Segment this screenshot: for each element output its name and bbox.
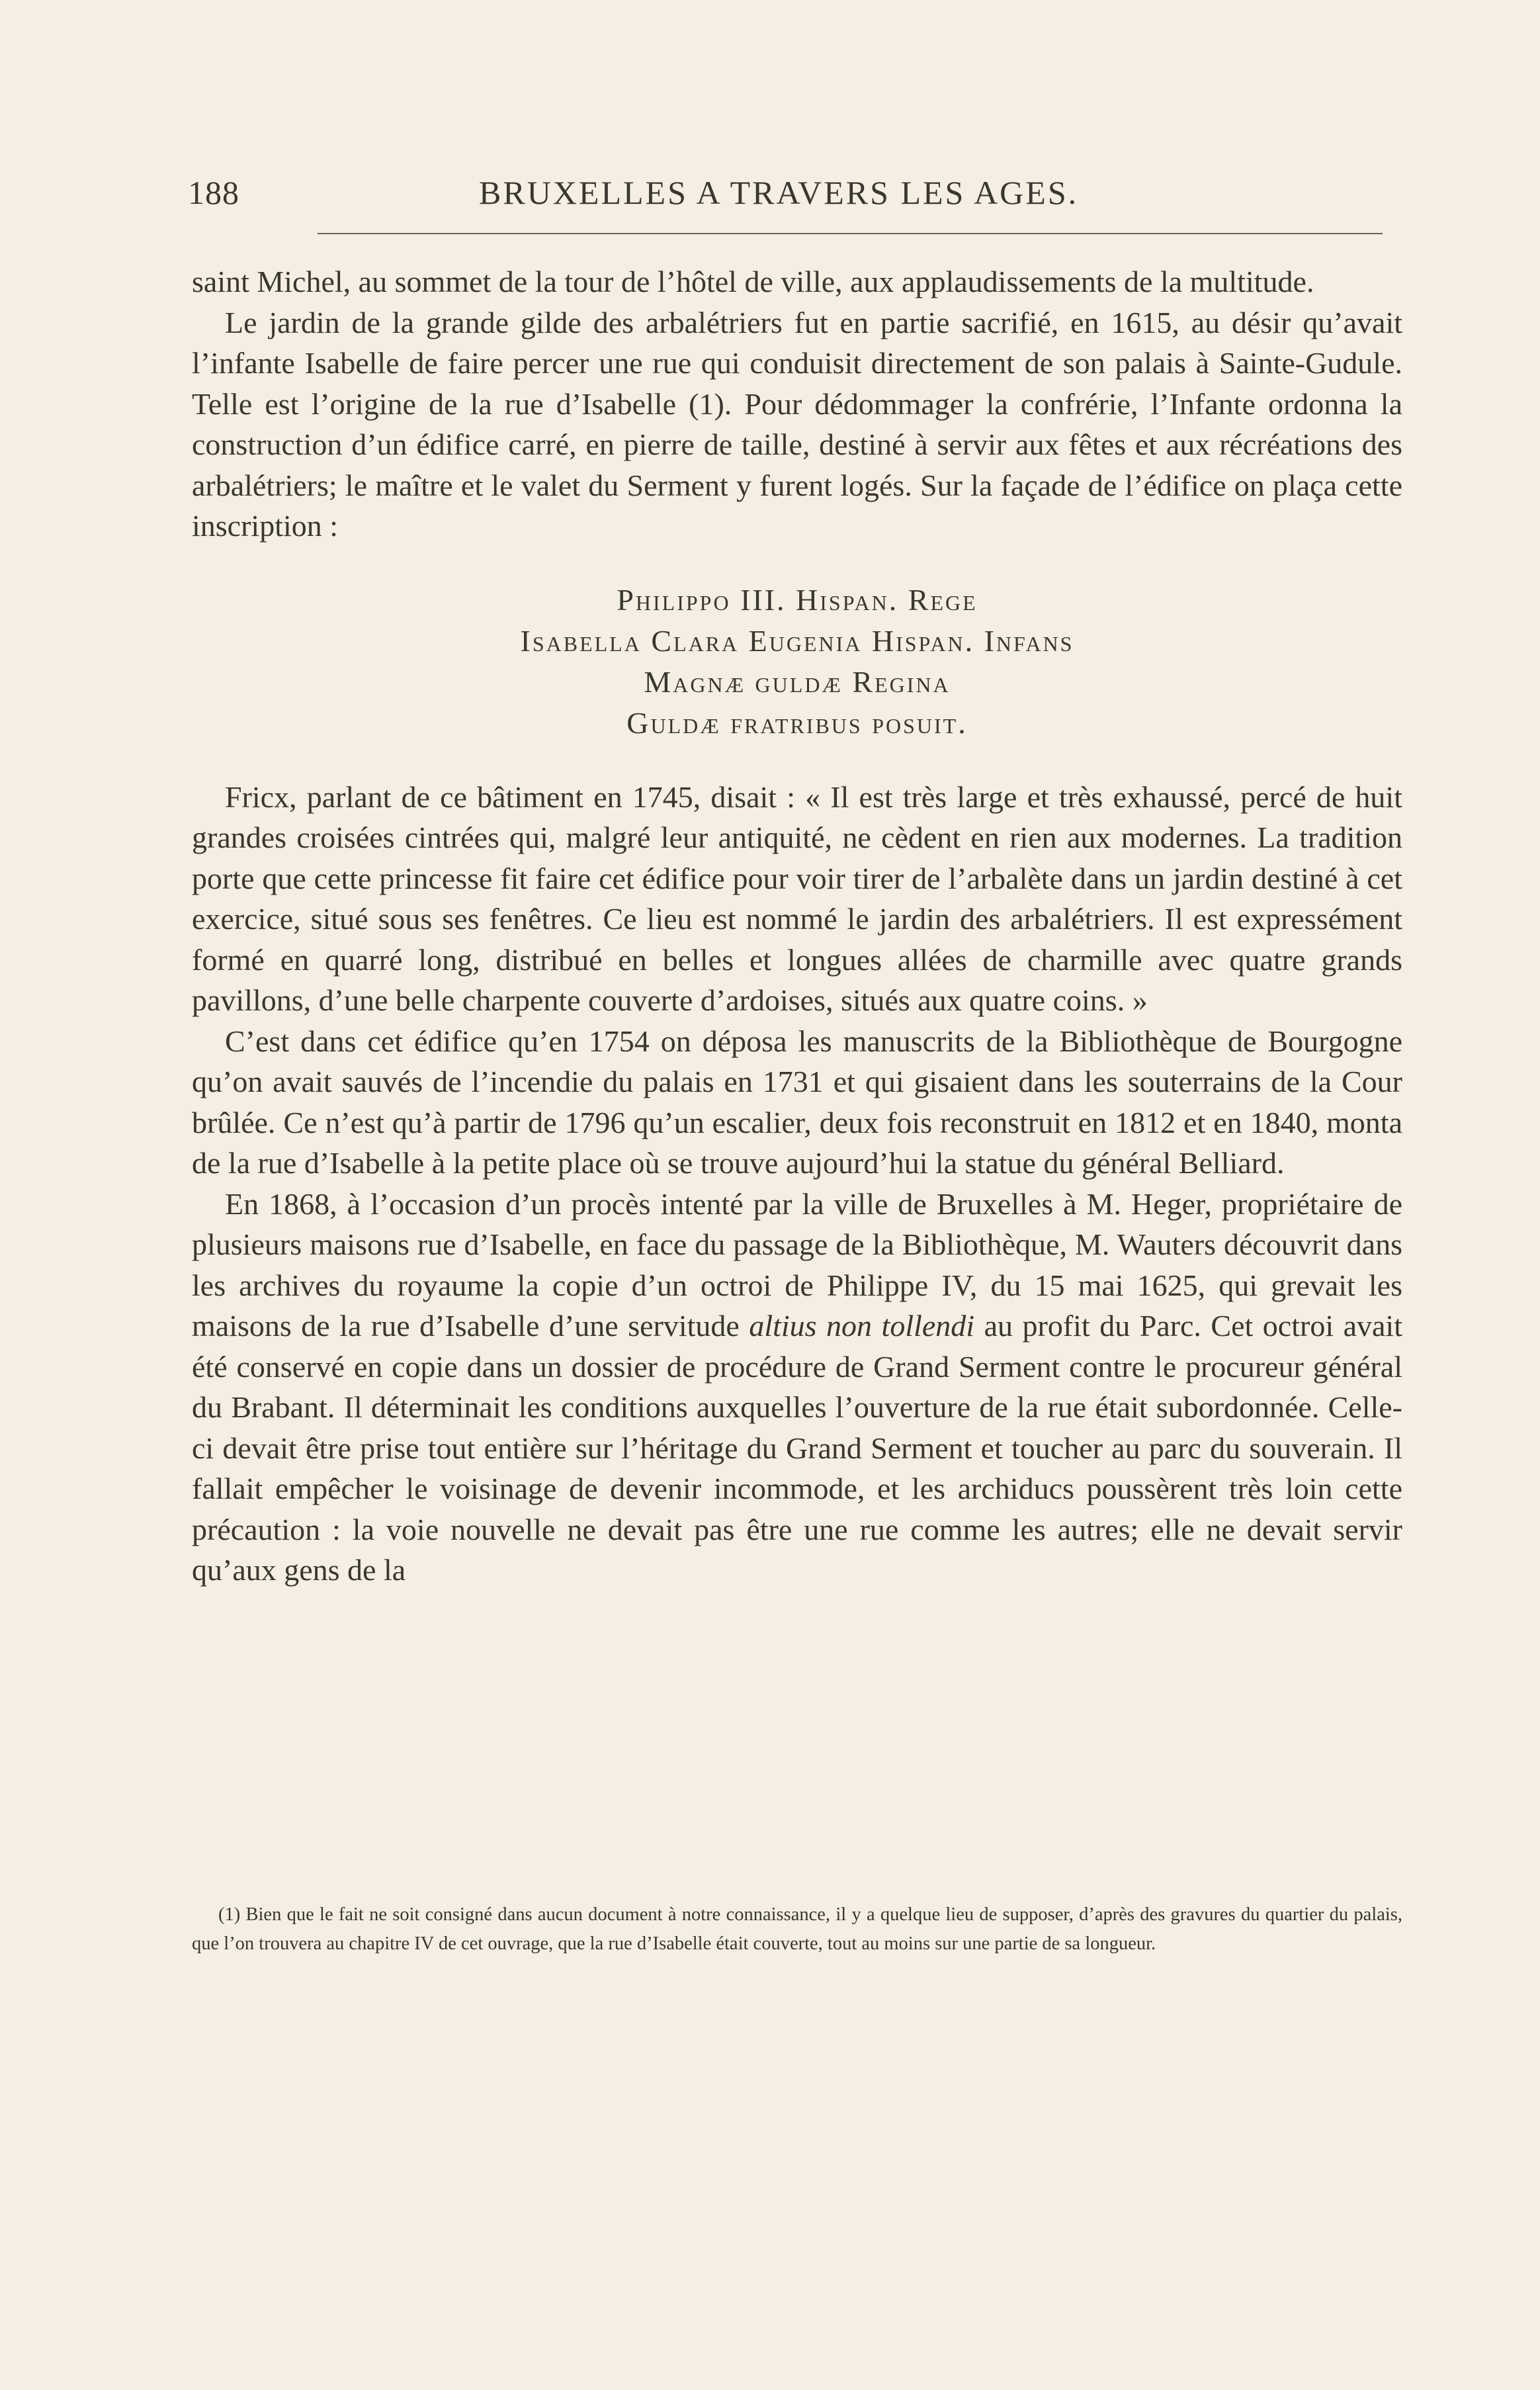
running-head bbox=[188, 173, 1385, 226]
paragraph-2: Le jardin de la grande gilde des arbalétriers fut en partie sacrifié, en 1615, au désir qu’avait l’infante Isabelle de faire percer une rue qui conduisit directement de son palais à Sainte-Gudule. Telle est l’origine de la rue d’Isabelle (1). Pour dédommager la confrérie, l’Infante ordonna la construction d’un édifice carré, en pierre de taille, destiné à servir aux fêtes et aux récréations des arbalétriers; le maître et le valet du Serment y furent logés. Sur la façade de l’édifice on plaça cette inscription : bbox=[192, 305, 1402, 543]
paragraph-1: saint Michel, au sommet de la tour de l’hôtel de ville, aux applaudissements de la multitude. bbox=[192, 265, 1314, 298]
inscription-line-2: Isabella Clara Eugenia Hispan. Infans bbox=[520, 623, 1074, 658]
inscription-line-4: Guldæ fratribus posuit. bbox=[626, 705, 968, 740]
paragraph-3: Fricx, parlant de ce bâtiment en 1745, disait : « Il est très large et très exhaussé, percé de huit grandes croisées cintrées qui, malgré leur antiquité, ne cèdent en rien aux modernes. La tradition porte que cette princesse fit faire cet édifice pour voir tirer de l’arbalète dans un jardin destiné à cet exercice, situé sous ses fenêtres. Ce lieu est nommé le jardin des arbalétriers. Il est expressément formé en quarré long, distribué en belles et longues allées de charmille avec quatre grands pavillons, d’une belle charpente couverte d’ardoises, situés aux quatre coins. » bbox=[192, 779, 1402, 1017]
page-number: 188 bbox=[188, 174, 239, 211]
paragraph-5-start: En 1868, à l’occasion d’un procès intenté par la ville de Bruxelles à M. Heger, propriétaire de plusieurs maisons rue d’Isabelle, en face du passage de la Bibliothèque, M. Wauters découvrit dans les archives du royaume la copie d’un octroi de Philippe IV, du 15 mai 1625, qui grevait les maisons de la rue d’Isabelle d’une servitude bbox=[192, 1186, 1402, 1343]
paragraph-4: C’est dans cet édifice qu’en 1754 on déposa les manuscrits de la Bibliothèque de Bourgogne qu’on avait sauvés de l’incendie du palais en 1731 et qui gisaient dans les souterrains de la Cour brûlée. Ce n’est qu’à partir de 1796 qu’un escalier, deux fois reconstruit en 1812 et en 1840, monta de la rue d’Isabelle à la petite place où se trouve aujourd’hui la statue du général Belliard. bbox=[192, 1024, 1402, 1180]
paragraph-5-end: au profit du Parc. Cet octroi avait été conservé en copie dans un dossier de procédure de Grand Serment contre le procureur général du Brabant. Il déterminait les conditions auxquelles l’ouverture de la rue était subordonnée. Celle-ci devait être prise tout entière sur l’héritage du Grand Serment et toucher au parc du souverain. Il fallait empêcher le voisinage de devenir incommode, et les archiducs poussèrent très loin cette précaution : la voie nouvelle ne devait pas être une rue comme les autres; elle ne devait servir qu’aux gens de la bbox=[192, 1309, 1402, 1587]
inscription-block bbox=[192, 580, 1402, 744]
inscription-line-3: Magnæ guldæ Regina bbox=[644, 664, 951, 699]
running-title: BRUXELLES A TRAVERS LES AGES. bbox=[479, 174, 1079, 211]
main-text bbox=[192, 261, 1402, 1591]
footnote: (1) Bien que le fait ne soit consigné dans aucun document à notre connaissance, il y a quelque lieu de supposer, d’après des gravures du quartier du palais, que l’on trouvera au chapitre IV de cet ouvrage, que la rue d’Isabelle était couverte, tout au moins sur une partie de sa longueur. bbox=[192, 1904, 1402, 1954]
latin-phrase: altius non tollendi bbox=[749, 1309, 975, 1343]
inscription-line-1: Philippo III. Hispan. Rege bbox=[617, 582, 978, 617]
header-rule bbox=[318, 233, 1383, 234]
paragraph-5 bbox=[192, 1184, 1402, 1591]
